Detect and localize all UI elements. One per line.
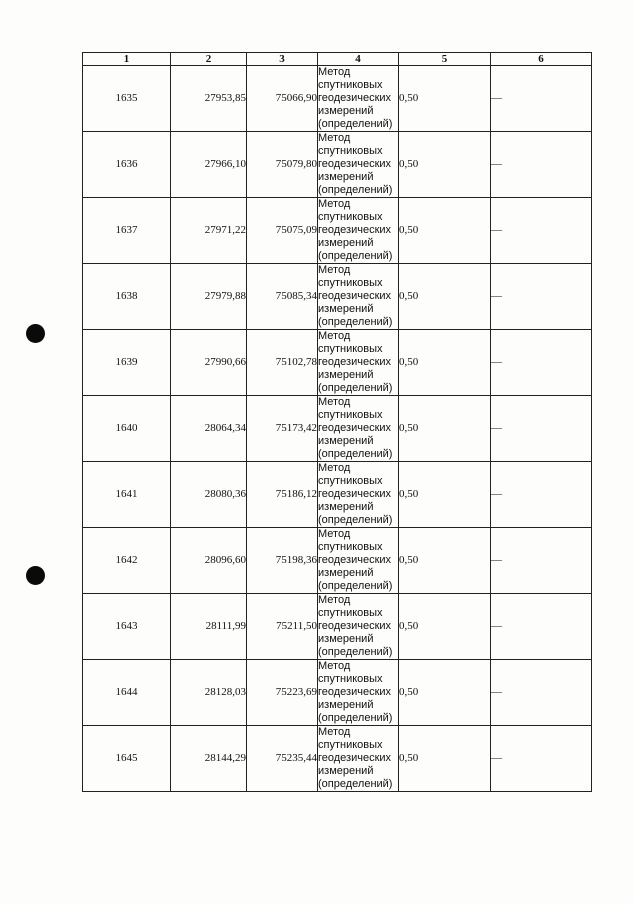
y-coordinate-cell: 75102,78 xyxy=(247,330,318,396)
method-line: спутниковых xyxy=(318,541,383,553)
accuracy-cell: 0,50 xyxy=(399,66,491,132)
x-coordinate-cell: 28144,29 xyxy=(171,726,247,792)
method-line: Метод xyxy=(318,726,351,738)
accuracy-cell: 0,50 xyxy=(399,726,491,792)
y-coordinate-cell: 75075,09 xyxy=(247,198,318,264)
point-number-cell: 1637 xyxy=(83,198,171,264)
point-number-cell: 1640 xyxy=(83,396,171,462)
method-line: измерений xyxy=(318,765,374,777)
table-row xyxy=(83,132,592,198)
method-line: (определений) xyxy=(318,778,393,790)
note-cell: — xyxy=(491,330,592,396)
method-line: (определений) xyxy=(318,580,393,592)
x-coordinate-cell: 28096,60 xyxy=(171,528,247,594)
method-line: (определений) xyxy=(318,382,393,394)
note-cell: — xyxy=(491,594,592,660)
point-number-cell: 1645 xyxy=(83,726,171,792)
y-coordinate-cell: 75223,69 xyxy=(247,660,318,726)
method-line: спутниковых xyxy=(318,211,383,223)
table-row xyxy=(83,660,592,726)
method-line: геодезических xyxy=(318,554,392,566)
point-number-cell: 1642 xyxy=(83,528,171,594)
method-line: измерений xyxy=(318,699,374,711)
x-coordinate-cell: 27990,66 xyxy=(171,330,247,396)
method-line: измерений xyxy=(318,237,374,249)
method-cell xyxy=(318,396,399,462)
method-line: Метод xyxy=(318,264,351,276)
note-cell: — xyxy=(491,198,592,264)
method-line: измерений xyxy=(318,171,374,183)
method-line: (определений) xyxy=(318,250,393,262)
method-line: измерений xyxy=(318,435,374,447)
note-cell: — xyxy=(491,528,592,594)
method-line: спутниковых xyxy=(318,277,383,289)
accuracy-cell: 0,50 xyxy=(399,660,491,726)
point-number-cell: 1636 xyxy=(83,132,171,198)
accuracy-cell: 0,50 xyxy=(399,264,491,330)
x-coordinate-cell: 28080,36 xyxy=(171,462,247,528)
punch-hole xyxy=(26,566,45,585)
method-line: спутниковых xyxy=(318,475,383,487)
method-line: Метод xyxy=(318,528,351,540)
point-number-cell: 1643 xyxy=(83,594,171,660)
method-line: спутниковых xyxy=(318,607,383,619)
method-cell xyxy=(318,660,399,726)
accuracy-cell: 0,50 xyxy=(399,528,491,594)
method-line: (определений) xyxy=(318,184,393,196)
method-line: спутниковых xyxy=(318,409,383,421)
method-line: измерений xyxy=(318,633,374,645)
method-line: геодезических xyxy=(318,290,392,302)
note-cell: — xyxy=(491,66,592,132)
method-line: измерений xyxy=(318,369,374,381)
method-line: Метод xyxy=(318,66,351,78)
note-cell: — xyxy=(491,726,592,792)
method-line: спутниковых xyxy=(318,673,383,685)
method-cell xyxy=(318,528,399,594)
x-coordinate-cell: 27971,22 xyxy=(171,198,247,264)
method-line: спутниковых xyxy=(318,343,383,355)
method-line: измерений xyxy=(318,567,374,579)
x-coordinate-cell: 28128,03 xyxy=(171,660,247,726)
y-coordinate-cell: 75085,34 xyxy=(247,264,318,330)
method-line: спутниковых xyxy=(318,79,383,91)
method-line: Метод xyxy=(318,660,351,672)
table-body xyxy=(83,66,592,792)
y-coordinate-cell: 75235,44 xyxy=(247,726,318,792)
table-row xyxy=(83,594,592,660)
column-header: 4 xyxy=(318,53,399,66)
method-line: измерений xyxy=(318,303,374,315)
column-header: 1 xyxy=(83,53,171,66)
method-line: геодезических xyxy=(318,92,392,104)
method-line: спутниковых xyxy=(318,739,383,751)
accuracy-cell: 0,50 xyxy=(399,132,491,198)
method-line: Метод xyxy=(318,462,351,474)
accuracy-cell: 0,50 xyxy=(399,396,491,462)
point-number-cell: 1641 xyxy=(83,462,171,528)
method-line: геодезических xyxy=(318,422,392,434)
table-row xyxy=(83,462,592,528)
method-cell xyxy=(318,594,399,660)
method-cell xyxy=(318,330,399,396)
method-line: Метод xyxy=(318,594,351,606)
point-number-cell: 1639 xyxy=(83,330,171,396)
x-coordinate-cell: 27966,10 xyxy=(171,132,247,198)
method-cell xyxy=(318,132,399,198)
method-line: (определений) xyxy=(318,514,393,526)
x-coordinate-cell: 28111,99 xyxy=(171,594,247,660)
method-line: (определений) xyxy=(318,118,393,130)
column-header: 5 xyxy=(399,53,491,66)
table-row xyxy=(83,66,592,132)
y-coordinate-cell: 75066,90 xyxy=(247,66,318,132)
accuracy-cell: 0,50 xyxy=(399,330,491,396)
method-line: измерений xyxy=(318,501,374,513)
accuracy-cell: 0,50 xyxy=(399,198,491,264)
method-line: спутниковых xyxy=(318,145,383,157)
method-cell xyxy=(318,198,399,264)
method-cell xyxy=(318,66,399,132)
method-line: (определений) xyxy=(318,448,393,460)
x-coordinate-cell: 28064,34 xyxy=(171,396,247,462)
method-line: геодезических xyxy=(318,620,392,632)
method-cell xyxy=(318,462,399,528)
coordinates-table xyxy=(82,52,592,792)
method-line: геодезических xyxy=(318,488,392,500)
table-row xyxy=(83,264,592,330)
note-cell: — xyxy=(491,660,592,726)
table-row xyxy=(83,396,592,462)
accuracy-cell: 0,50 xyxy=(399,462,491,528)
column-header: 6 xyxy=(491,53,592,66)
x-coordinate-cell: 27979,88 xyxy=(171,264,247,330)
method-line: (определений) xyxy=(318,316,393,328)
method-line: геодезических xyxy=(318,752,392,764)
method-line: (определений) xyxy=(318,646,393,658)
y-coordinate-cell: 75186,12 xyxy=(247,462,318,528)
method-line: геодезических xyxy=(318,224,392,236)
note-cell: — xyxy=(491,132,592,198)
method-line: Метод xyxy=(318,198,351,210)
table-row xyxy=(83,528,592,594)
table-row xyxy=(83,726,592,792)
method-line: Метод xyxy=(318,132,351,144)
method-line: геодезических xyxy=(318,356,392,368)
header-row xyxy=(83,53,592,66)
y-coordinate-cell: 75079,80 xyxy=(247,132,318,198)
point-number-cell: 1635 xyxy=(83,66,171,132)
method-line: геодезических xyxy=(318,686,392,698)
method-cell xyxy=(318,264,399,330)
method-line: (определений) xyxy=(318,712,393,724)
note-cell: — xyxy=(491,264,592,330)
column-header: 3 xyxy=(247,53,318,66)
point-number-cell: 1638 xyxy=(83,264,171,330)
y-coordinate-cell: 75198,36 xyxy=(247,528,318,594)
punch-hole xyxy=(26,324,45,343)
method-line: Метод xyxy=(318,330,351,342)
y-coordinate-cell: 75173,42 xyxy=(247,396,318,462)
table-row xyxy=(83,330,592,396)
x-coordinate-cell: 27953,85 xyxy=(171,66,247,132)
method-line: измерений xyxy=(318,105,374,117)
method-line: Метод xyxy=(318,396,351,408)
method-line: геодезических xyxy=(318,158,392,170)
method-cell xyxy=(318,726,399,792)
note-cell: — xyxy=(491,396,592,462)
note-cell: — xyxy=(491,462,592,528)
table-row xyxy=(83,198,592,264)
point-number-cell: 1644 xyxy=(83,660,171,726)
accuracy-cell: 0,50 xyxy=(399,594,491,660)
column-header: 2 xyxy=(171,53,247,66)
y-coordinate-cell: 75211,50 xyxy=(247,594,318,660)
